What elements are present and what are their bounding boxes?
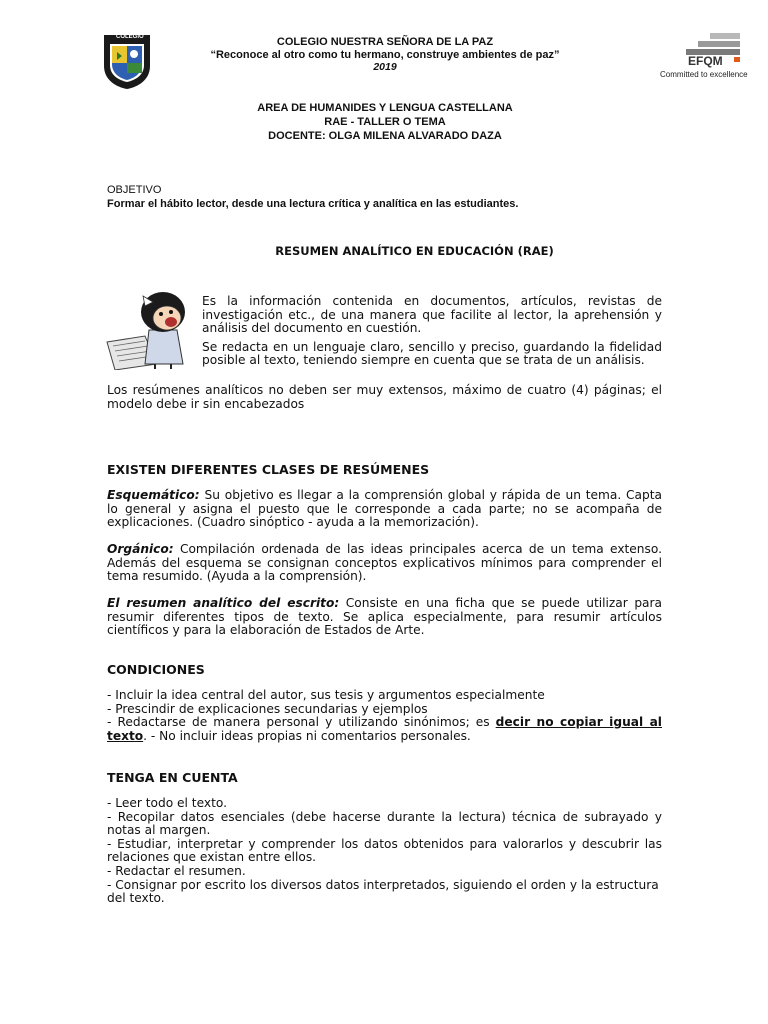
note-item: - Consignar por escrito los diversos datos interpretados, siguiendo el orden y la estructura del texto. — [107, 877, 659, 906]
schematic-term: Esquemático: — [107, 488, 200, 502]
school-motto: “Reconoce al otro como tu hermano, construye ambientes de paz” — [210, 48, 560, 61]
objective-section — [107, 183, 707, 211]
note-item: - Leer todo el texto. — [107, 796, 227, 810]
analytic-text: Consiste en una ficha que se puede utilizar para resumir diferentes tipos de texto. Se aplica especialmente, para resumir artículos científicos y para la elaboración de Estados de Arte. — [107, 596, 662, 638]
condition-item — [107, 716, 662, 743]
reading-girl-illustration — [105, 290, 190, 370]
area-block — [150, 101, 620, 143]
note-item: - Estudiar, interpretar y comprender los datos obtenidos para valorarlos y descubrir las relaciones que existan entre ellos. — [107, 836, 662, 865]
condition-item: - Prescindir de explicaciones secundarias y ejemplos — [107, 701, 428, 716]
classes-heading: EXISTEN DIFERENTES CLASES DE RESÚMENES — [107, 462, 430, 477]
page-title: RESUMEN ANALÍTICO EN EDUCACIÓN (RAE) — [275, 244, 554, 258]
condition-text-end: . - No incluir ideas propias ni comentarios personales. — [143, 728, 471, 743]
school-crest-logo — [100, 32, 154, 90]
efqm-logo — [658, 32, 748, 82]
document-header — [150, 36, 620, 74]
area-subtitle: RAE - TALLER O TEMA — [324, 116, 446, 128]
summary-type-analytic — [107, 597, 662, 638]
conditions-heading: CONDICIONES — [107, 662, 205, 677]
document-year: 2019 — [373, 61, 397, 73]
rae-definition — [202, 295, 662, 373]
area-name: AREA DE HUMANIDES Y LENGUA CASTELLANA — [257, 102, 513, 114]
crest-text-ring — [100, 32, 114, 33]
summary-type-schematic — [107, 489, 662, 530]
style-paragraph: Se redacta en un lenguaje claro, sencillo y preciso, guardando la fidelidad posible al texto, teniendo siempre en cuenta que se trata de un análisis. — [202, 339, 662, 368]
schematic-text: Su objetivo es llegar a la comprensión global y rápida de un tema. Capta lo general y asigna el puesto que le corresponde a cada parte; no se acompaña de explicaciones. (Cuadro sinóptico - ayuda a la memorización). — [107, 488, 662, 530]
objective-text: Formar el hábito lector, desde una lectura crítica y analítica en las estudiantes. — [107, 198, 519, 210]
condition-text: - Redactarse de manera personal y utilizando sinónimos; es — [107, 715, 496, 730]
definition-paragraph: Es la información contenida en documentos, artículos, revistas de investigación etc., de una manera que facilite al lector, la aprehensión y análisis del documento en cuestión. — [202, 294, 662, 336]
condition-item: - Incluir la idea central del autor, sus tesis y argumentos especialmente — [107, 688, 545, 702]
objective-label: OBJETIVO — [107, 184, 162, 196]
note-item: - Redactar el resumen. — [107, 863, 246, 878]
length-paragraph: Los resúmenes analíticos no deben ser muy extensos, máximo de cuatro (4) páginas; el modelo debe ir sin encabezados — [107, 383, 662, 411]
notes-list — [107, 797, 662, 906]
organic-text: Compilación ordenada de las ideas principales acerca de un tema extenso. Además del esquema se consignan conceptos explicativos mínimos para comprender el tema resumido. (Ayuda a la comprensión). — [107, 542, 662, 584]
efqm-wordmark: EFQM — [688, 54, 723, 68]
efqm-tagline: Committed to excellence — [660, 70, 748, 79]
teacher-name: DOCENTE: OLGA MILENA ALVARADO DAZA — [268, 130, 502, 142]
conditions-list — [107, 689, 662, 743]
crest-text-top: COLEGIO — [116, 34, 144, 40]
condition-emphasis: decir no copiar igual al texto — [107, 715, 662, 743]
note-item: - Recopilar datos esenciales (debe hacerse durante la lectura) técnica de subrayado y notas al margen. — [107, 809, 662, 838]
summary-type-organic — [107, 543, 662, 584]
analytic-term: El resumen analítico del escrito: — [107, 596, 340, 610]
notes-heading: TENGA EN CUENTA — [107, 770, 238, 785]
school-name: COLEGIO NUESTRA SEÑORA DE LA PAZ — [276, 36, 494, 48]
organic-term: Orgánico: — [107, 542, 174, 556]
